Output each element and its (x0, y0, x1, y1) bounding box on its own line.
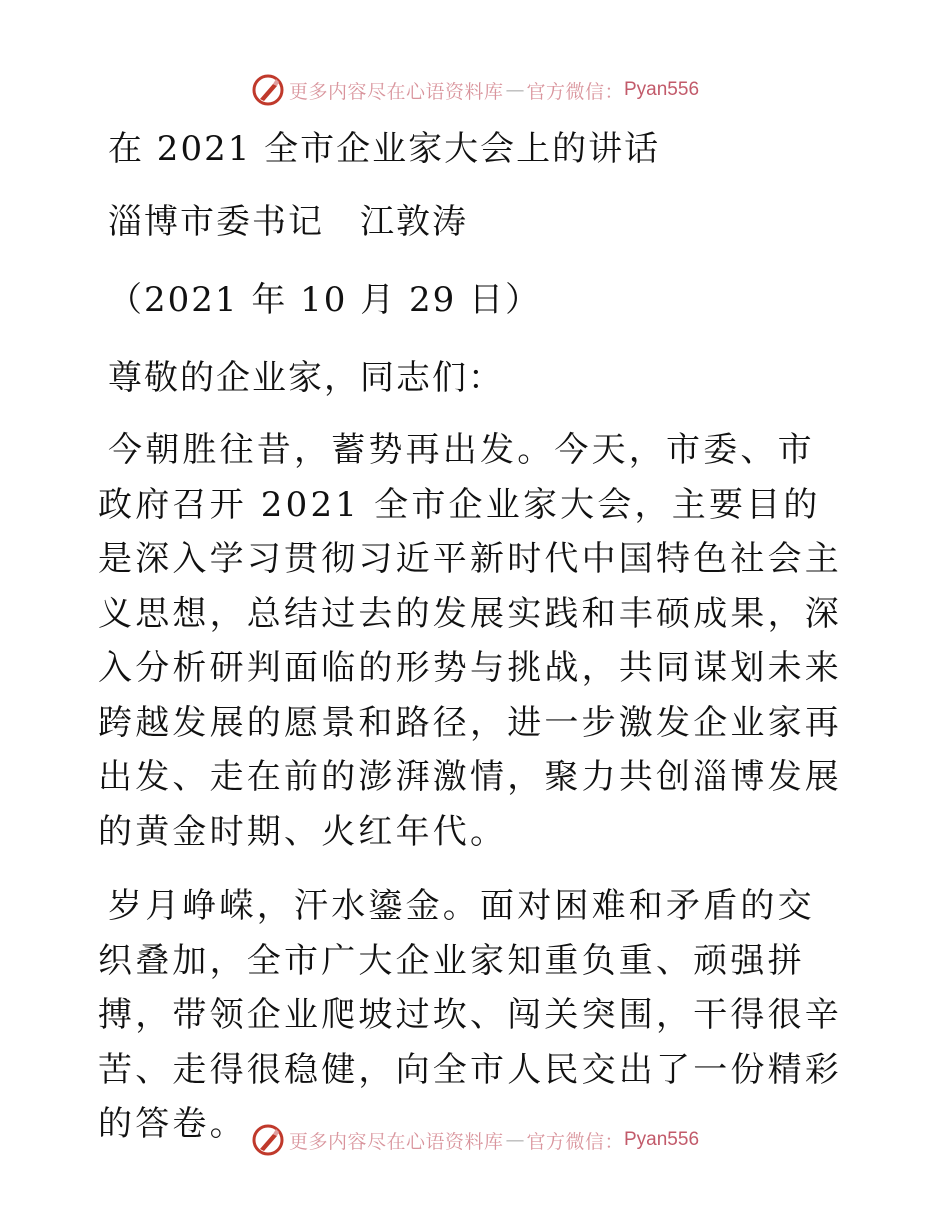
speaker-line: 淄博市委书记 江敦涛 (108, 202, 468, 242)
document-body (98, 120, 858, 1152)
document-title: 在 2021 全市企业家大会上的讲话 (108, 129, 661, 169)
header-promo-text: 更多内容尽在心语资料库 (288, 80, 504, 103)
header-banner (0, 70, 950, 110)
brand-pen-logo-icon (251, 73, 285, 107)
paragraph-1: 今朝胜往昔，蓄势再出发。今天，市委、市政府召开 2021 全市企业家大会，主要目的是深入学习贯彻习近平新时代中国特色社会主义思想，总结过去的发展实践和丰硕成果，深入分析研判面临的形势与挑战，共同谋划未来跨越发展的愿景和路径，进一步激发企业家再出发、走在前的澎湃激情，聚力共创淄博发展的黄金时期、火红年代。 (98, 430, 842, 852)
header-separator: — (505, 79, 525, 101)
header-account-label: 官方微信： (526, 80, 624, 103)
header-account-id: Pyan556 (624, 79, 700, 100)
footer-separator: — (505, 1129, 525, 1151)
footer-account-label: 官方微信： (526, 1130, 624, 1153)
brand-pen-logo-icon (251, 1123, 285, 1157)
salutation: 尊敬的企业家，同志们： (108, 358, 504, 398)
footer-banner (0, 1120, 950, 1160)
paragraph-2: 岁月峥嵘，汗水鎏金。面对困难和矛盾的交织叠加，全市广大企业家知重负重、顽强拼搏，带领企业爬坡过坎、闯关突围，干得很辛苦、走得很稳健，向全市人民交出了一份精彩的答卷。 (98, 886, 842, 1144)
footer-promo-text: 更多内容尽在心语资料库 (288, 1130, 504, 1153)
speech-date: （2021 年 10 月 29 日） (108, 280, 542, 320)
footer-account-id: Pyan556 (624, 1129, 700, 1150)
